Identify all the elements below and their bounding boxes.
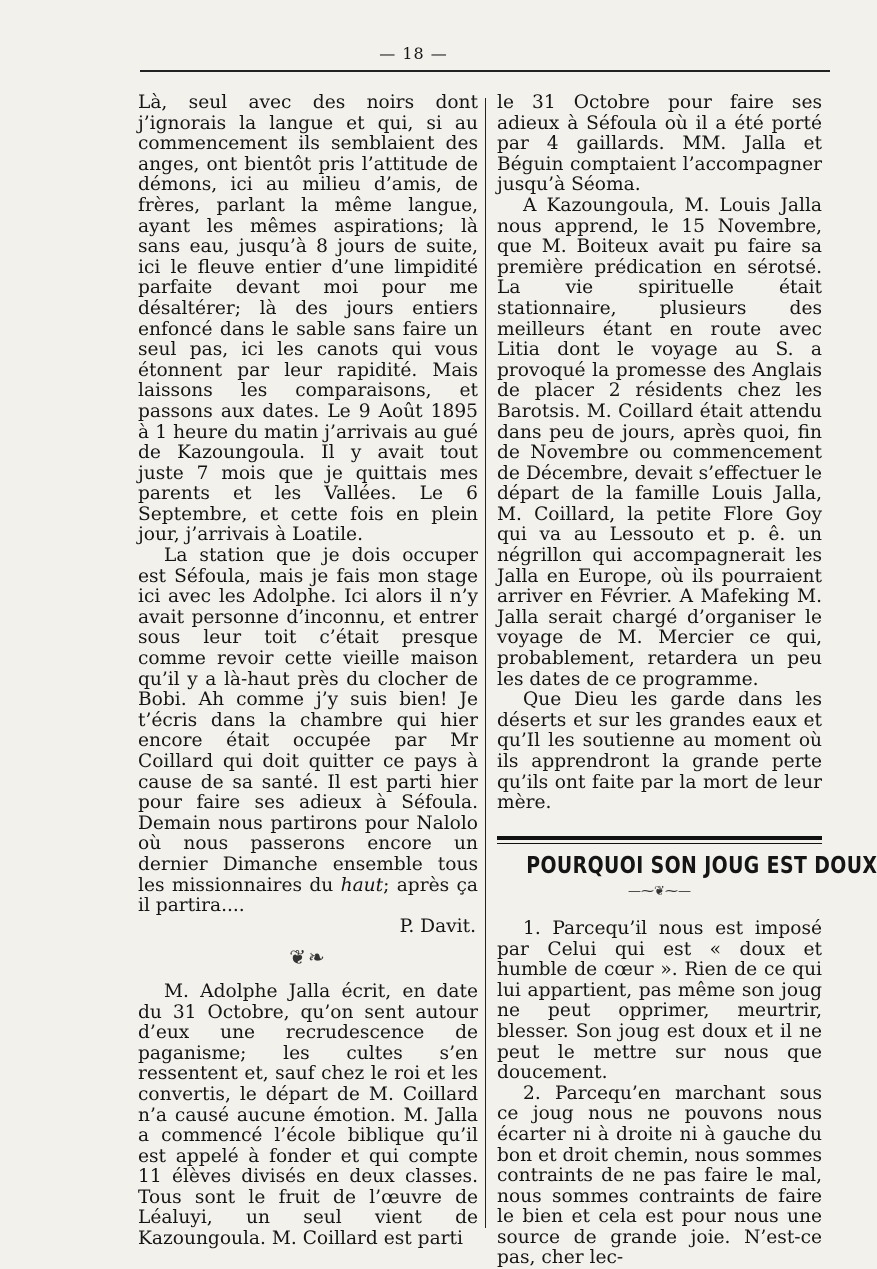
paragraph-continuation: le 31 Octobre pour faire ses adieux à Séfoula où il a été porté par 4 gaillards. MM. Jalla et Béguin comptaient l’accompagner jusqu’à Séoma. (497, 92, 822, 196)
section-rule-thin (497, 843, 822, 844)
paragraph-kazoungoula: A Kazoungoula, M. Louis Jalla nous apprend, le 15 Novembre, que M. Boiteux avait pu faire sa première prédication en sérotsé. La vie spirituelle était stationnaire, plusieurs des meilleurs étant en route avec Litia dont le voyage au S. a provoqué la promesse des Anglais de placer 2 résidents chez les Barotsis. M. Coillard était attendu dans peu de jours, après quoi, fin de Novembre ou commencement de Décembre, devait s’effectuer le départ de la famille Louis Jalla, M. Coillard, la petite Flore Goy qui va au Lessouto et p. ê. un négrillon qui accompagnerait les Jalla en Europe, où ils pourraient arriver en Février. A Mafeking M. Jalla serait chargé d’organiser le voyage de M. Mercier ce qui, probablement, retardera un peu les dates de ce programme. (497, 194, 822, 690)
right-column (497, 92, 877, 1269)
paragraph-station (138, 546, 478, 917)
signature: P. Davit. (399, 915, 476, 937)
paragraph-letter-start: Là, seul avec des noirs dont j’ignorais la langue et qui, si au commencement ils semblaient des anges, ont bientôt pris l’attitude de démons, ici au milieu d’amis, de frères, parlant la même langue, ayant les mêmes aspirations; là sans eau, jusqu’à 8 jours de suite, ici le fleuve entier d’une limpidité parfaite devant moi pour me désaltérer; là des jours entiers enfoncé dans le sable sans faire un seul pas, ici les canots qui vous étonnent par leur rapidité. Mais laissons les comparaisons, et passons aux dates. Le 9 Août 1895 à 1 heure du matin j’arrivais au gué de Kazoungoula. Il y avait tout juste 7 mois que je quittais mes parents et les Vallées. Le 6 Septembre, et cette fois en plein jour, j’arrivais à Loatile. (138, 92, 478, 546)
paragraph-point-2: 2. Parcequ’en marchant sous ce joug nous ne pouvons nous écarter ni à droite ni à gauche du bon et droit chemin, nous sommes contraints de ne pas faire le mal, nous sommes contraints de faire le bien et cela est pour nous une source de grande joie. N’est-ce pas, cher lec- (497, 1082, 822, 1269)
article-title: POURQUOI SON JOUG EST DOUX (526, 852, 877, 879)
header-rule (140, 70, 830, 72)
paragraph-point-1: 1. Parcequ’il nous est imposé par Celui qui est « doux et humble de cœur ». Rien de ce qui lui appartient, pas même son joug ne peut opprimer, meurtrir, blesser. Son joug est doux et il ne peut le mettre sur nous que doucement. (497, 917, 822, 1084)
section-rule-thick (497, 836, 822, 840)
left-column (138, 93, 478, 1250)
fleuron-ornament: ❦❧ (289, 945, 327, 970)
page-number: — 18 — (379, 44, 448, 63)
title-ornament: —⁓❦⁓— (628, 884, 691, 900)
paragraph-jalla-report: M. Adolphe Jalla écrit, en date du 31 Octobre, qu’on sent autour d’eux une recrudescence de paganisme; les cultes s’en ressentent et, sauf chez le roi et les convertis, le départ de M. Coillard n’a causé aucune émotion. M. Jalla a commencé l’école biblique qu’il est appelé à fonder et qui compte 11 élèves divisés en deux classes. Tous sont le fruit de l’œuvre de Léaluyi, un seul vient de Kazoungoula. M. Coillard est parti (138, 980, 478, 1250)
italic-word-haut: haut (340, 874, 384, 896)
paragraph-station-text: La station que je dois occuper est Séfoula, mais je fais mon stage ici avec les Adolphe. Ici alors il n’y avait personne d’inconnu, et entrer sous leur toit c’était presque comme revoir cette vieille maison qu’il y a là-haut près du clocher de Bobi. Ah comme j’y suis bien! Je t’écris dans la chambre qui hier encore était occupée par Mr Coillard qui doit quitter ce pays à cause de sa santé. Il est parti hier pour faire ses adieux à Séfoula. Demain nous partirons pour Nalolo où nous passerons encore un dernier Dimanche ensemble tous les missionnaires du (138, 545, 478, 896)
column-divider (485, 98, 486, 1228)
paragraph-station-end: ; après ça il partira.... (138, 874, 478, 917)
paragraph-prayer: Que Dieu les garde dans les déserts et sur les grandes eaux et qu’Il les soutienne au moment où ils apprendront la grande perte qu’ils ont faite par la mort de leur mère. (497, 689, 822, 814)
